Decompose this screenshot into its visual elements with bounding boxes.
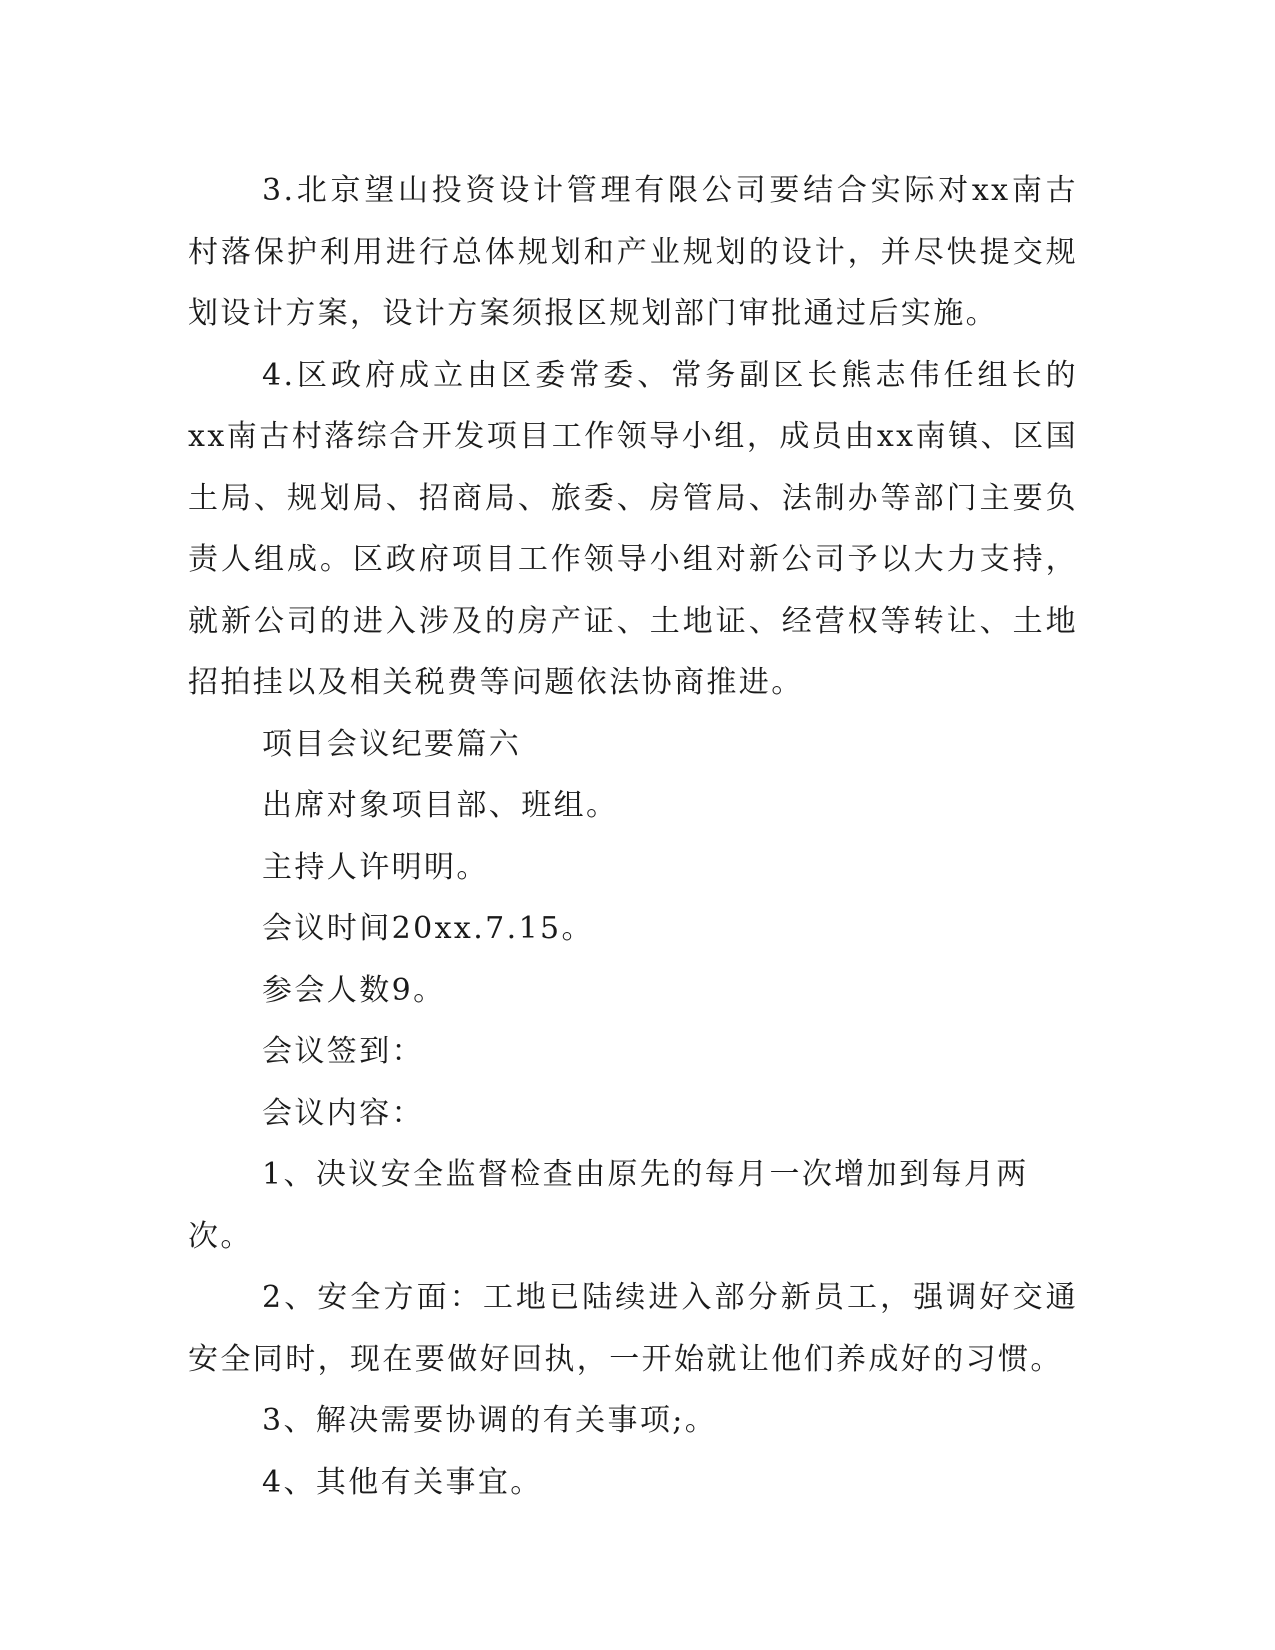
section-heading: 项目会议纪要篇六 [262,726,522,762]
paragraph-item-4: 4.区政府成立由区委常委、常务副区长熊志伟任组长的xx南古村落综合开发项目工作领导小组，成员由xx南镇、区国土局、规划局、招商局、旅委、房管局、法制办等部门主要负责人组成。区政府项目工作领导小组对新公司予以大力支持，就新公司的进入涉及的房产证、土地证、经营权等转让、土地招拍挂以及相关税费等问题依法协商推进。 [188,357,1078,700]
meeting-time-line: 会议时间20xx.7.15。 [262,911,594,946]
sign-in-line: 会议签到： [262,1034,424,1069]
content-item-3: 3、解决需要协调的有关事项;。 [262,1403,718,1438]
attendees-line: 出席对象项目部、班组。 [262,788,619,823]
meeting-content-label: 会议内容： [262,1095,424,1131]
paragraph-item-3: 3.北京望山投资设计管理有限公司要结合实际对xx南古村落保护利用进行总体规划和产业规划的设计，并尽快提交规划设计方案，设计方案须报区规划部门审批通过后实施。 [188,173,1078,331]
attendee-count-line: 参会人数9。 [262,972,446,1008]
document-body [188,160,1078,1513]
content-item-4: 4、其他有关事宜。 [262,1464,543,1500]
content-item-2: 2、安全方面：工地已陆续进入部分新员工，强调好交通安全同时，现在要做好回执，一开始就让他们养成好的习惯。 [188,1280,1078,1377]
content-item-1: 1、决议安全监督检查由原先的每月一次增加到每月两次。 [188,1157,1029,1254]
host-line: 主持人许明明。 [262,849,489,885]
